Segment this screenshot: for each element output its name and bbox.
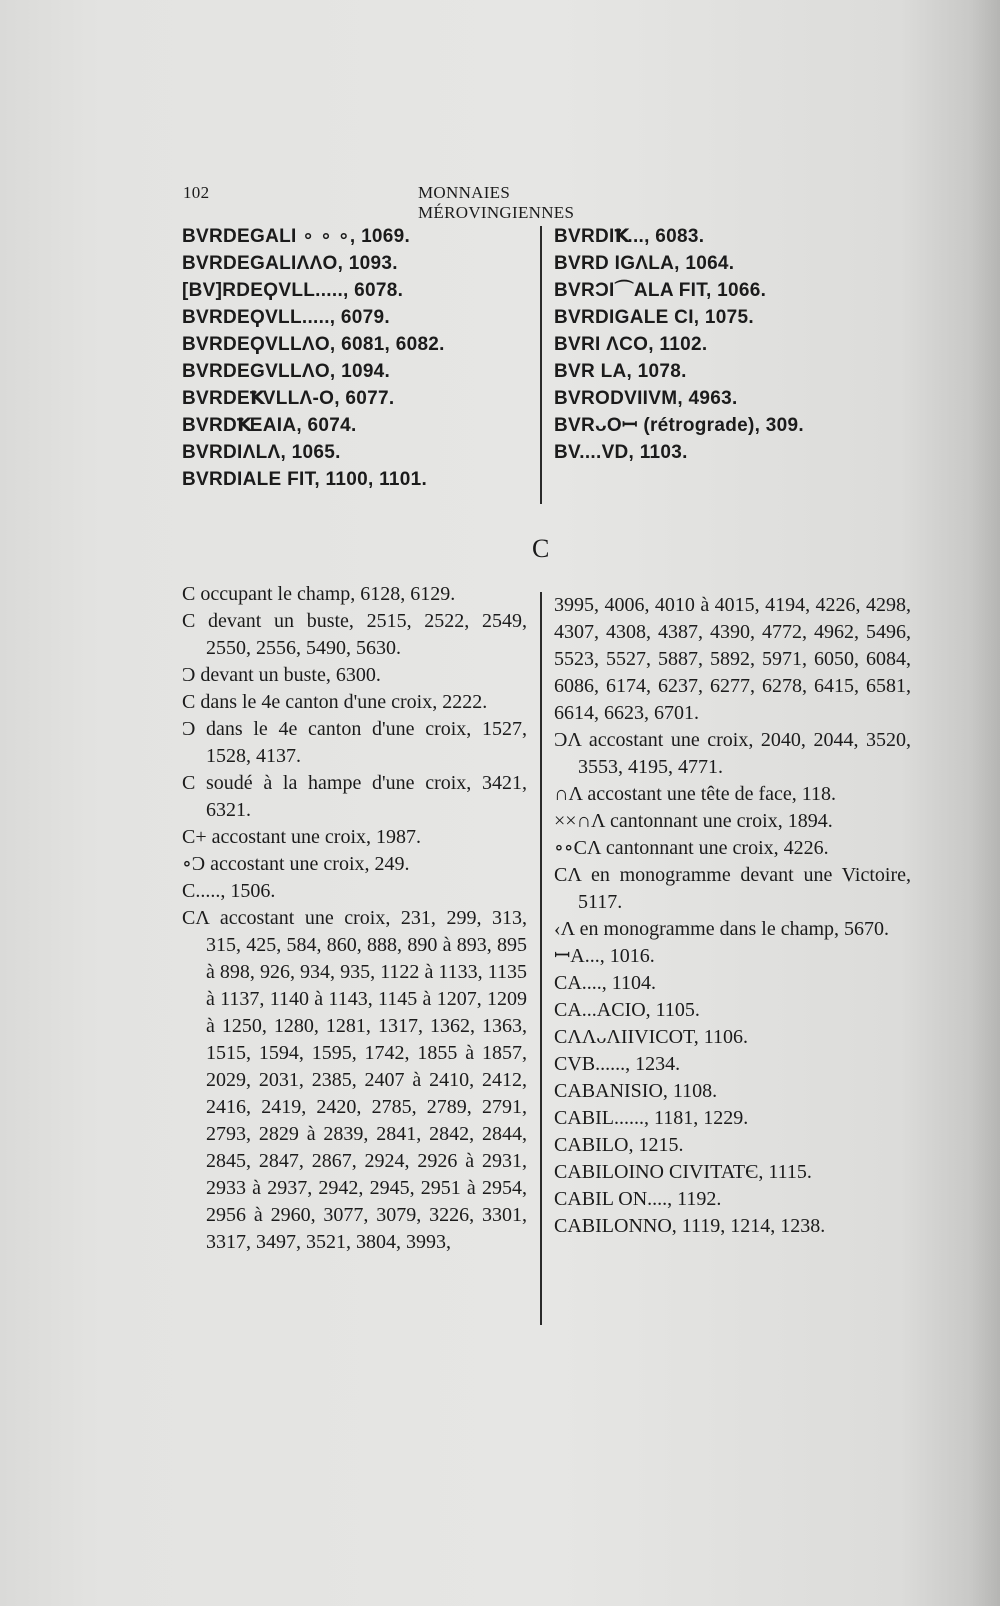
entry: C occupant le champ, 6128, 6129. <box>182 583 456 605</box>
entry: ××∩Λ cantonnant une croix, 1894. <box>554 810 833 832</box>
entry: C dans le 4e canton d'une croix, 2222. <box>182 691 488 713</box>
entry: C devant un buste, 2515, 2522, 2549, 2550, 2556, 5490, 5630. <box>182 610 527 659</box>
entry: BVRDEGALI ∘ ∘ ∘, 1069. <box>182 226 411 247</box>
entry: ∘∘CΛ cantonnant une croix, 4226. <box>554 837 829 859</box>
entry: BVRDIꝀ..., 6083. <box>554 226 705 247</box>
entry: ƆΛ accostant une croix, 2040, 2044, 3520, 3553, 4195, 4771. <box>554 729 911 778</box>
page-number: 102 <box>183 183 210 202</box>
entry: BVRDEꝀVLLΛ-O, 6077. <box>182 388 395 409</box>
entry: CA...ACIO, 1105. <box>554 999 700 1021</box>
entry: BVRᴗOꟷ (rétrograde), 309. <box>554 415 804 436</box>
entry: CABIL......, 1181, 1229. <box>554 1107 749 1129</box>
entry: CABANISIO, 1108. <box>554 1080 718 1102</box>
entry: BVRD IGΛLA, 1064. <box>554 253 735 274</box>
entry: BVRDIΛLΛ, 1065. <box>182 442 341 463</box>
section-letter: C <box>532 534 550 563</box>
running-title: MONNAIES MÉROVINGIENNES <box>418 183 575 222</box>
entry: Ɔ dans le 4e canton d'une croix, 1527, 1528, 4137. <box>182 718 527 767</box>
bottom-right-column <box>554 592 911 1240</box>
entry: BVRODVIIVM, 4963. <box>554 388 738 409</box>
entry: BVR LA, 1078. <box>554 361 687 382</box>
top-left-column <box>182 223 527 493</box>
entry: BVRƆI⌒ALA FIT, 1066. <box>554 280 767 301</box>
entry: CΛ en monogramme devant une Victoire, 5117. <box>554 864 911 913</box>
entry: CVB......, 1234. <box>554 1053 681 1075</box>
entry: CA...., 1104. <box>554 972 657 994</box>
entry: BVRDEGVLLΛO, 1094. <box>182 361 391 382</box>
column-divider <box>540 592 542 1325</box>
entry: BVRDIALE FIT, 1100, 1101. <box>182 469 428 490</box>
entry: BVRI ΛCO, 1102. <box>554 334 708 355</box>
entry: C+ accostant une croix, 1987. <box>182 826 421 848</box>
entry: BVRDIGALE CI, 1075. <box>554 307 754 328</box>
entry: CABIL ON...., 1192. <box>554 1188 722 1210</box>
entry: CABILONNO, 1119, 1214, 1238. <box>554 1215 826 1237</box>
entry: BVRDEϘVLL....., 6079. <box>182 307 390 328</box>
entry: ꟷA..., 1016. <box>554 945 655 967</box>
entry: CΛ accostant une croix, 231, 299, 313, 315, 425, 584, 860, 888, 890 à 893, 895 à 898, 926, 934, 935, 1122 à 1133, 1135 à 1137, 1140 à 1143, 1145 à 1207, 1209 à 1250, 1280, 1281, 1317, 1362, 1363, 1515, 1594, 1595, 1742, 1855 à 1857, 2029, 2031, 2385, 2407 à 2410, 2412, 2416, 2419, 2420, 2785, 2789, 2791, 2793, 2829 à 2839, 2841, 2842, 2844, 2845, 2847, 2867, 2924, 2926 à 2931, 2933 à 2937, 2942, 2945, 2951 à 2954, 2956 à 2960, 3077, 3079, 3226, 3301, 3317, 3497, 3521, 3804, 3993, <box>182 907 527 1253</box>
entry: [BV]RDEϘVLL....., 6078. <box>182 280 404 301</box>
entry: BVRDEGALIΛΛO, 1093. <box>182 253 398 274</box>
entry: CABILOINO CIVITATЄ, 1115. <box>554 1161 812 1183</box>
entry: BVRDꝀEAIA, 6074. <box>182 415 357 436</box>
entry: CABILO, 1215. <box>554 1134 684 1156</box>
entry: ∘Ɔ accostant une croix, 249. <box>182 853 410 875</box>
entry: ∩Λ accostant une tête de face, 118. <box>554 783 837 805</box>
entry: ‹Λ en monogramme dans le champ, 5670. <box>554 918 890 940</box>
bottom-left-column <box>182 581 527 1256</box>
entry: BV....VD, 1103. <box>554 442 688 463</box>
entry: CΛΛᴗΛIIVICOT, 1106. <box>554 1026 749 1048</box>
running-header <box>183 183 663 222</box>
entry: Ɔ devant un buste, 6300. <box>182 664 381 686</box>
entry: C soudé à la hampe d'une croix, 3421, 6321. <box>182 772 527 821</box>
entry: BVRDEϘVLLΛO, 6081, 6082. <box>182 334 445 355</box>
entry: C....., 1506. <box>182 880 276 902</box>
top-right-column <box>554 223 884 466</box>
entry-continuation: 3995, 4006, 4010 à 4015, 4194, 4226, 4298, 4307, 4308, 4387, 4390, 4772, 4962, 5496, 5523, 5527, 5887, 5892, 5971, 6050, 6084, 6086, 6174, 6237, 6277, 6278, 6415, 6581, 6614, 6623, 6701. <box>554 594 911 724</box>
column-divider <box>540 226 542 504</box>
